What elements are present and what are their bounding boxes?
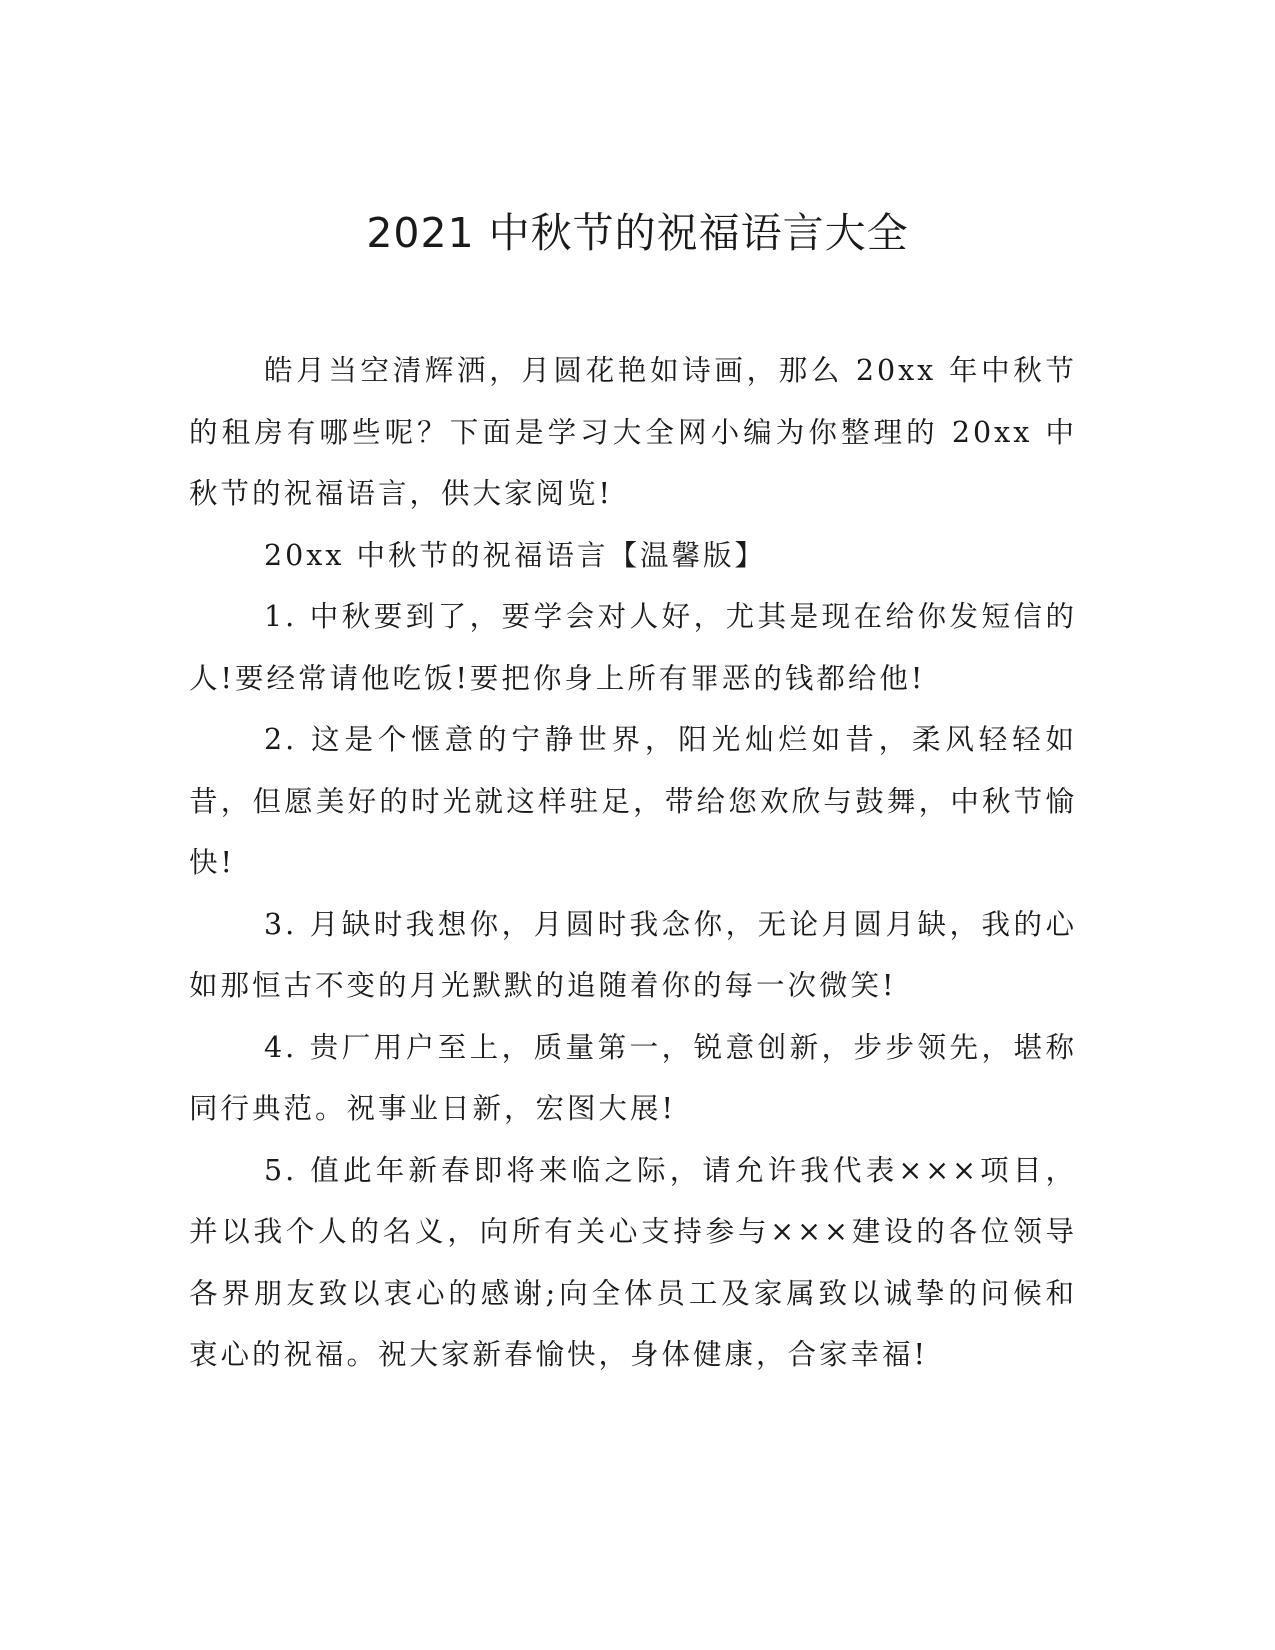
document-body (189, 340, 1077, 1386)
list-item-1: 1. 中秋要到了，要学会对人好，尤其是现在给你发短信的人!要经常请他吃饭!要把你身上所有罪恶的钱都给他! (189, 600, 1077, 695)
intro-paragraph: 皓月当空清辉洒，月圆花艳如诗画，那么 20xx 年中秋节的租房有哪些呢？下面是学习大全网小编为你整理的 20xx 中秋节的祝福语言，供大家阅览! (189, 354, 1077, 510)
section-heading: 20xx 中秋节的祝福语言【温馨版】 (264, 538, 766, 572)
list-item-2: 2. 这是个惬意的宁静世界，阳光灿烂如昔，柔风轻轻如昔，但愿美好的时光就这样驻足，带给您欢欣与鼓舞，中秋节愉快! (189, 723, 1077, 879)
list-item-5: 5. 值此年新春即将来临之际，请允许我代表×××项目，并以我个人的名义，向所有关心支持参与×××建设的各位领导各界朋友致以衷心的感谢;向全体员工及家属致以诚挚的问候和衷心的祝福。祝大家新春愉快，身体健康，合家幸福! (189, 1153, 1077, 1371)
document-title: 2021 中秋节的祝福语言大全 (366, 209, 909, 257)
list-item-3: 3. 月缺时我想你，月圆时我念你，无论月圆月缺，我的心如那恒古不变的月光默默的追随着你的每一次微笑! (189, 907, 1077, 1002)
list-item-4: 4. 贵厂用户至上，质量第一，锐意创新，步步领先，堪称同行典范。祝事业日新，宏图大展! (189, 1030, 1077, 1125)
